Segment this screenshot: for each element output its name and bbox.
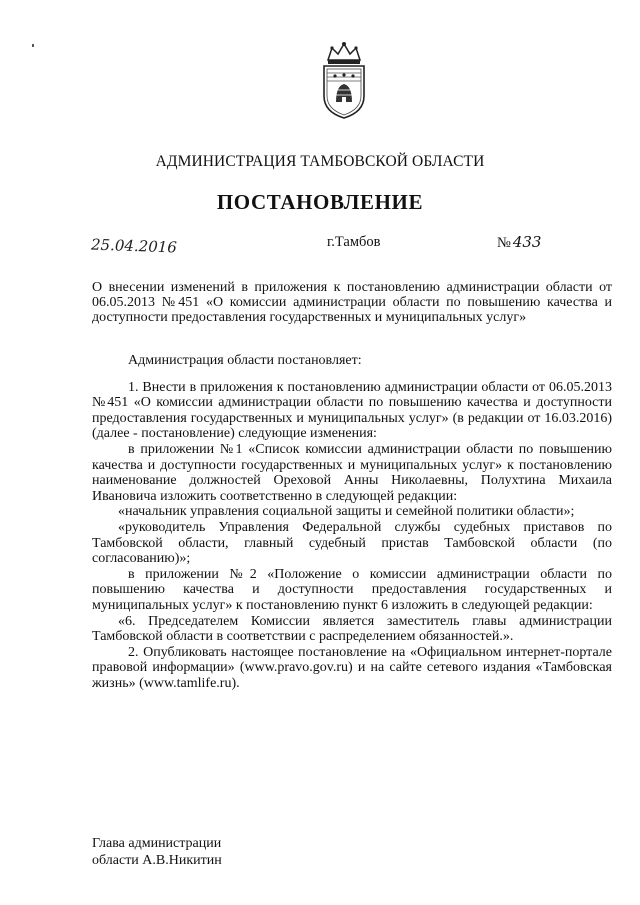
organization-title: АДМИНИСТРАЦИЯ ТАМБОВСКОЙ ОБЛАСТИ	[155, 153, 485, 170]
signature-line: Глава администрации	[92, 836, 222, 851]
document-body	[92, 353, 612, 691]
document-date: 25.04.2016	[90, 235, 178, 257]
document-city: г.Тамбов	[327, 234, 381, 250]
document-subject: О внесении изменений в приложения к постановлению администрации области от 06.05.2013 №451 «О комиссии администрации области по повышению качества и доступности предоставления государственных и муниципальных услуг»	[92, 280, 612, 326]
paragraph: 2. Опубликовать настоящее постановление на «Официальном интернет-портале правовой информации» (www.pravo.gov.ru) и на сайте сетевого издания «Тамбовская жизнь» (www.tamlife.ru).	[92, 644, 612, 691]
paragraph: 1. Внести в приложения к постановлению администрации области от 06.05.2013 №451 «О комиссии администрации области по повышению качества и доступности предоставления государственных и муниципальных услуг» (в редакции от 16.03.2016) (далее - постановление) следующие изменения:	[92, 379, 612, 442]
paragraph: «6. Председателем Комиссии является заместитель главы администрации Тамбовской области в соответствии с распределением обязанностей.».	[92, 613, 612, 645]
paragraph: «начальник управления социальной защиты и семейной политики области»;	[118, 504, 575, 520]
paragraph: в приложении №1 «Список комиссии администрации области по повышению качества и доступности государственных и муниципальных услуг» к постановлению наименование должностей Ореховой Анны Николаевны, Полухтина Михаила Ивановича изложить соответственно в следующей редакции:	[92, 441, 612, 504]
scan-speck	[32, 44, 34, 47]
decree-intro: Администрация области постановляет:	[128, 353, 362, 368]
document-type: ПОСТАНОВЛЕНИЕ	[216, 190, 424, 214]
document-number	[497, 233, 541, 252]
paragraph: в приложении №2 «Положение о комиссии администрации области по повышению качества и доступности предоставления государственных и муниципальных услуг» к постановлению пункт 6 изложить в следующей редакции:	[92, 566, 612, 613]
signature-line: области А.В.Никитин	[92, 853, 222, 868]
number-value: 433	[512, 233, 542, 251]
coat-of-arms-icon	[318, 40, 370, 120]
signature-block	[92, 835, 222, 869]
number-label: №	[497, 235, 511, 251]
paragraph: «руководитель Управления Федеральной службы судебных приставов по Тамбовской области, главный судебный пристав Тамбовской области (по согласованию)»;	[92, 519, 612, 567]
